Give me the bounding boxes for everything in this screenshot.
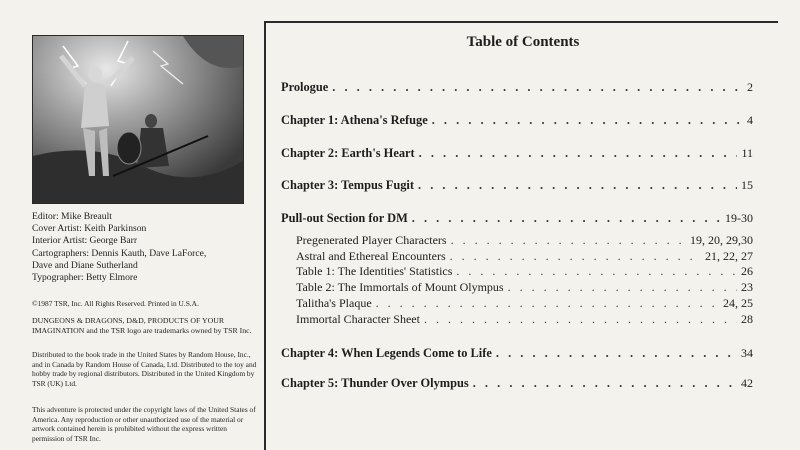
toc-entry-label: Chapter 5: Thunder Over Olympus: [281, 376, 469, 390]
dot-leader: [376, 296, 719, 311]
toc-entry-page: 19-30: [725, 211, 753, 225]
toc-entry-label: Prologue: [281, 80, 329, 94]
toc-subentry-page: 21, 22, 27: [705, 249, 753, 263]
copyright-notice: [32, 299, 260, 309]
trademark-notice: [32, 316, 260, 336]
toc-entry-page: 4: [747, 113, 753, 127]
toc-entry-page: 11: [741, 146, 753, 160]
column-divider: [264, 22, 266, 450]
toc-subentry-pregenerated[interactable]: [296, 233, 753, 248]
dot-leader: [424, 312, 737, 327]
dot-leader: [450, 249, 701, 264]
dot-leader: [508, 280, 737, 295]
trademark-text: DUNGEONS & DRAGONS, D&D, PRODUCTS OF YOUR IMAGINATION and the TSR logo are trademarks owned by TSR Inc.: [32, 316, 252, 335]
credit-cover-artist: Cover Artist: Keith Parkinson: [32, 223, 147, 235]
dot-leader: [419, 146, 738, 161]
toc-subentry-label: Immortal Character Sheet: [296, 312, 420, 326]
toc-subentry-page: 24, 25: [723, 296, 753, 310]
toc-subentry-label: Pregenerated Player Characters: [296, 233, 447, 247]
toc-subentry-page: 19, 20, 29,30: [690, 233, 753, 247]
toc-subentry-plaque[interactable]: [296, 296, 753, 311]
credit-editor: Editor: Mike Breault: [32, 211, 112, 222]
toc-entry-chapter-2[interactable]: [281, 146, 753, 161]
toc-subentry-label: Table 1: The Identities' Statistics: [296, 264, 453, 278]
toc-entry-chapter-3[interactable]: [281, 178, 753, 193]
toc-entry-label: Chapter 2: Earth's Heart: [281, 146, 415, 160]
toc-entry-label: Chapter 4: When Legends Come to Life: [281, 346, 492, 360]
credit-cartographers-cont: Dave and Diane Sutherland: [32, 259, 138, 271]
toc-entry-page: 2: [747, 80, 753, 94]
toc-title: Table of Contents: [466, 34, 580, 50]
toc-entry-chapter-5[interactable]: [281, 376, 753, 391]
top-rule: [264, 21, 778, 23]
toc-subentry-page: 26: [741, 264, 753, 278]
toc-subentry-table-1[interactable]: [296, 264, 753, 279]
legal-text: This adventure is protected under the copyright laws of the United States of America. Any reproduction or other unauthorized use of the material or artwork contained herein is prohibited without the express written permission of TSR Inc.: [32, 405, 256, 443]
toc-subentry-page: 28: [741, 312, 753, 326]
dot-leader: [412, 211, 721, 226]
left-column: [0, 0, 262, 450]
toc-subentry-page: 23: [741, 280, 753, 294]
toc-entry-prologue[interactable]: [281, 80, 753, 95]
credit-interior-artist: Interior Artist: George Barr: [32, 235, 138, 247]
distribution-text: Distributed to the book trade in the United States by Random House, Inc., and in Canada by Random House of Canada, Ltd. Distributed to the toy and hobby trade by regional distributors. Distributed in the United Kingdom by TSR (UK) Ltd.: [32, 350, 257, 388]
toc-entry-pullout[interactable]: [281, 211, 753, 226]
toc-subentry-astral[interactable]: [296, 249, 753, 264]
toc-entry-label: Chapter 3: Tempus Fugit: [281, 178, 414, 192]
toc-entry-label: Chapter 1: Athena's Refuge: [281, 113, 428, 127]
toc-entry-chapter-4[interactable]: [281, 346, 753, 361]
legal-notice: [32, 405, 260, 443]
toc-entry-page: 15: [741, 178, 753, 192]
toc-subentry-sheet[interactable]: [296, 312, 753, 327]
illustration-graphic: [33, 36, 243, 203]
dot-leader: [456, 264, 737, 279]
credit-typographer: Typographer: Betty Elmore: [32, 272, 138, 284]
toc-entry-chapter-1[interactable]: [281, 113, 753, 128]
toc-entry-page: 34: [741, 346, 753, 360]
copyright-text: ©1987 TSR, Inc. All Rights Reserved. Printed in U.S.A.: [32, 299, 199, 308]
distribution-notice: [32, 350, 260, 388]
credits-block: [32, 211, 257, 284]
toc-entry-label: Pull-out Section for DM: [281, 211, 408, 225]
toc-subentry-label: Talitha's Plaque: [296, 296, 372, 310]
dot-leader: [418, 178, 737, 193]
dot-leader: [496, 346, 737, 361]
credit-cartographers: Cartographers: Dennis Kauth, Dave LaForce,: [32, 247, 207, 259]
toc-subentry-label: Astral and Ethereal Encounters: [296, 249, 446, 263]
dot-leader: [432, 113, 743, 128]
toc-subentry-table-2[interactable]: [296, 280, 753, 295]
dot-leader: [451, 233, 686, 248]
dot-leader: [473, 376, 737, 391]
cover-illustration: [32, 35, 244, 204]
toc-entry-page: 42: [741, 376, 753, 390]
toc-subentry-label: Table 2: The Immortals of Mount Olympus: [296, 280, 504, 294]
dot-leader: [332, 80, 743, 95]
